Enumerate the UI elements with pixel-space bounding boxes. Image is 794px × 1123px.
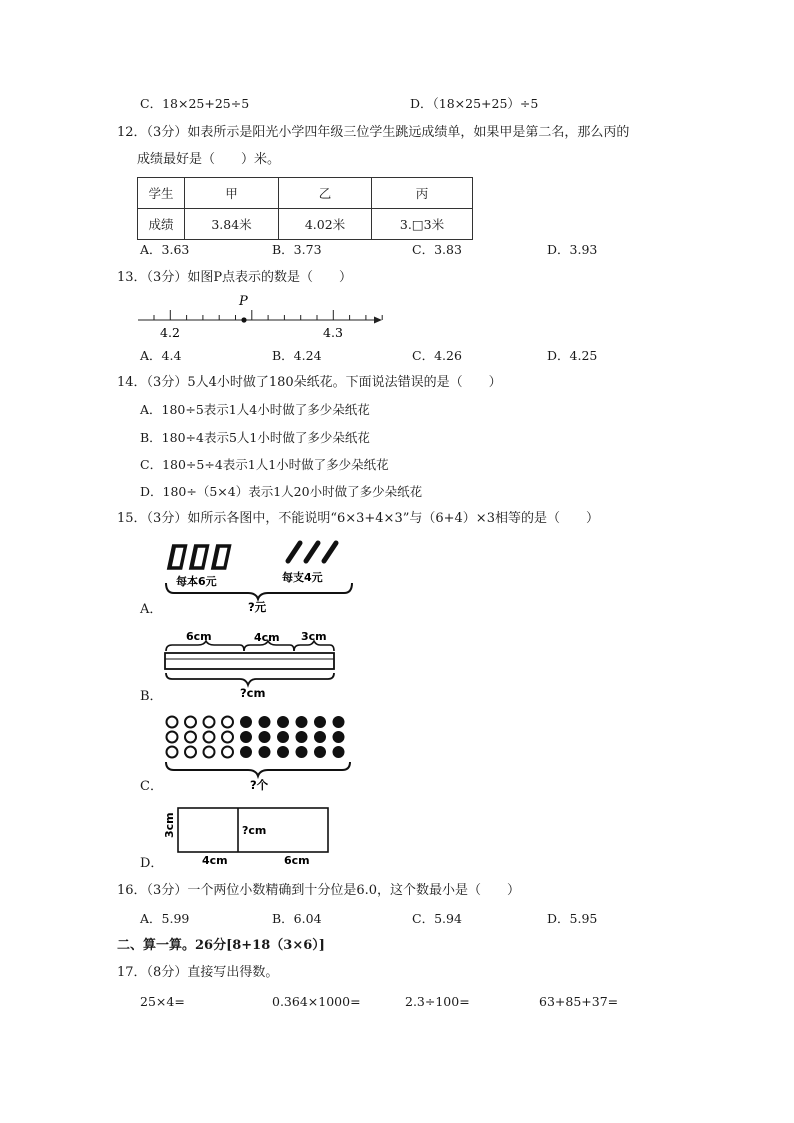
figure-a	[160, 533, 360, 617]
q12-option-b: B．3.73	[272, 242, 322, 257]
figure-c	[160, 712, 360, 796]
q12-option-c: C．3.83	[412, 242, 462, 257]
q17-item-4: 63+85+37=	[539, 994, 619, 1009]
hollow-dot	[222, 717, 233, 728]
solid-dot	[315, 717, 326, 728]
q16-option-d: D．5.95	[547, 911, 598, 926]
q16-stem: 16．（3分）一个两位小数精确到十分位是6.0，这个数最小是（ ）	[117, 883, 520, 898]
total-price-label: ?元	[248, 600, 267, 614]
solid-dot	[259, 747, 270, 758]
solid-dot	[296, 717, 307, 728]
q14-option-c: C．180÷5÷4表示1人1小时做了多少朵纸花	[140, 457, 389, 472]
notebook-price-label: 每本6元	[176, 575, 217, 588]
hollow-dot	[185, 747, 196, 758]
q14-option-d: D．180÷（5×4）表示1人20小时做了多少朵纸花	[140, 484, 423, 499]
q17-item-2: 0.364×1000=	[272, 994, 361, 1009]
hollow-dot	[185, 732, 196, 743]
q13-option-a: A．4.4	[140, 348, 182, 363]
q15-stem: 15．（3分）如所示各图中，不能说明“6×3+4×3”与（6+4）×3相等的是（ ）	[117, 511, 599, 526]
segment-4cm-label: 4cm	[254, 631, 280, 644]
table-cell: 乙	[279, 178, 372, 209]
number-line-figure	[130, 290, 390, 342]
figure-d-letter: D．	[140, 856, 164, 871]
table-cell: 甲	[185, 178, 279, 209]
solid-dot	[241, 717, 252, 728]
q12-stem-line2: 成绩最好是（ ）米。	[137, 152, 281, 167]
q14-option-b: B．180÷4表示5人1小时做了多少朵纸花	[140, 430, 370, 445]
hollow-dot	[167, 732, 178, 743]
figure-a-letter: A．	[140, 602, 163, 617]
solid-dot	[241, 747, 252, 758]
solid-dot	[278, 717, 289, 728]
bottom-4cm-label: 4cm	[202, 854, 228, 867]
q12-option-a: A．3.63	[140, 242, 190, 257]
q16-option-c: C．5.94	[412, 911, 462, 926]
total-length-label: ?cm	[240, 686, 266, 700]
tick-label-4-2: 4.2	[160, 325, 180, 340]
unknown-length-label: ?cm	[242, 824, 267, 837]
figure-b-letter: B．	[140, 689, 163, 704]
q12-stem-line1: 12．（3分）如表所示是阳光小学四年级三位学生跳远成绩单，如果甲是第二名，那么丙的	[117, 125, 630, 140]
solid-dot	[333, 747, 344, 758]
table-row	[138, 209, 473, 240]
table-cell: 3.□3米	[372, 209, 473, 240]
q16-option-b: B．6.04	[272, 911, 322, 926]
hollow-dot	[185, 717, 196, 728]
figure-c-letter: C．	[140, 779, 163, 794]
hollow-dot	[167, 717, 178, 728]
hollow-dot	[204, 717, 215, 728]
hollow-dot	[222, 747, 233, 758]
segment-brace-3	[294, 641, 334, 651]
q13-option-b: B．4.24	[272, 348, 322, 363]
hollow-dot	[204, 747, 215, 758]
q17-stem: 17．（8分）直接写出得数。	[117, 965, 279, 980]
q17-item-3: 2.3÷100=	[405, 994, 470, 1009]
solid-dot	[241, 732, 252, 743]
bottom-6cm-label: 6cm	[284, 854, 310, 867]
solid-dot	[296, 747, 307, 758]
pens-icon	[288, 543, 336, 561]
q14-stem: 14．（3分）5人4小时做了180朵纸花。下面说法错误的是（ ）	[117, 375, 502, 390]
q13-stem: 13．（3分）如图P点表示的数是（ ）	[117, 270, 353, 285]
section-2-title: 二、算一算。26分[8+18（3×6）]	[117, 938, 325, 953]
point-p-dot	[241, 317, 246, 322]
total-count-brace	[166, 762, 350, 776]
pen-price-label: 每支4元	[282, 571, 323, 584]
solid-dot	[278, 747, 289, 758]
hollow-dot	[204, 732, 215, 743]
q11-option-d: D．（18×25+25）÷5	[410, 96, 539, 111]
q13-option-d: D．4.25	[547, 348, 598, 363]
solid-dot	[296, 732, 307, 743]
segment-6cm-label: 6cm	[186, 630, 212, 643]
q17-item-1: 25×4=	[140, 994, 185, 1009]
solid-dot	[315, 732, 326, 743]
table-cell: 3.84米	[185, 209, 279, 240]
table-cell: 成绩	[138, 209, 185, 240]
total-count-label: ?个	[250, 778, 269, 792]
table-row	[138, 178, 473, 209]
segment-brace-1	[166, 641, 244, 651]
hollow-dot	[167, 747, 178, 758]
solid-dot	[278, 732, 289, 743]
tick-label-4-3: 4.3	[323, 325, 343, 340]
solid-dot	[333, 717, 344, 728]
q12-option-d: D．3.93	[547, 242, 598, 257]
point-p-label: P	[239, 294, 248, 309]
figure-b	[160, 625, 340, 701]
arrow-icon	[374, 317, 382, 324]
strip-rectangle	[165, 653, 334, 669]
segment-brace-2	[244, 641, 294, 651]
q14-option-a: A．180÷5表示1人4小时做了多少朵纸花	[140, 402, 370, 417]
table-cell: 学生	[138, 178, 185, 209]
q13-option-c: C．4.26	[412, 348, 462, 363]
table-cell: 4.02米	[279, 209, 372, 240]
solid-dot	[259, 717, 270, 728]
notebooks-icon	[168, 545, 231, 569]
total-length-brace	[166, 673, 334, 685]
figure-d	[160, 802, 340, 870]
table-cell: 丙	[372, 178, 473, 209]
q16-option-a: A．5.99	[140, 911, 190, 926]
solid-dot	[259, 732, 270, 743]
q11-option-c: C．18×25+25÷5	[140, 96, 250, 111]
side-length-label: 3cm	[163, 812, 176, 838]
segment-3cm-label: 3cm	[301, 630, 327, 643]
number-line-ticks	[154, 310, 382, 320]
score-table	[137, 177, 473, 240]
solid-dot	[333, 732, 344, 743]
dot-grid	[167, 717, 345, 758]
solid-dot	[315, 747, 326, 758]
hollow-dot	[222, 732, 233, 743]
